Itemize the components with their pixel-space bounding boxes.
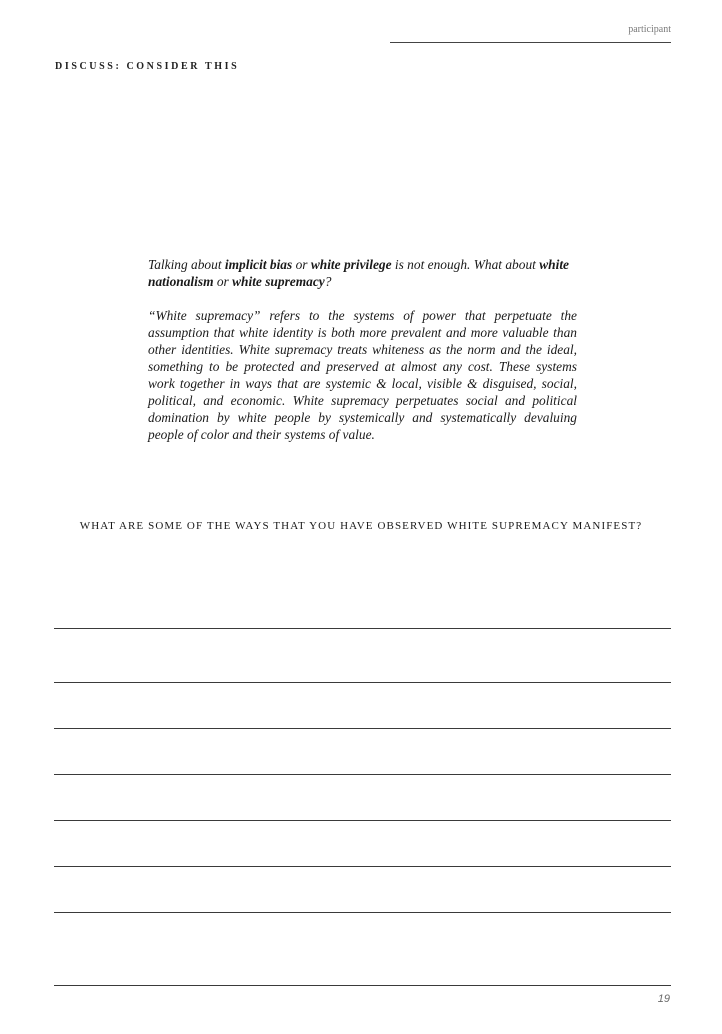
term-implicit-bias: implicit bias: [224, 257, 293, 272]
page-header-label: participant: [628, 24, 671, 35]
intro-text-3: is not enough. What about: [391, 257, 540, 272]
answer-line[interactable]: [54, 985, 671, 986]
answer-line[interactable]: [54, 628, 671, 629]
answer-line[interactable]: [54, 774, 671, 775]
passage-intro: [148, 256, 577, 290]
answer-line[interactable]: [54, 866, 671, 867]
intro-text-5: ?: [324, 274, 332, 289]
header-rule: [390, 42, 671, 43]
intro-text-1: Talking about: [148, 257, 225, 272]
intro-text-2: or: [292, 257, 311, 272]
answer-line[interactable]: [54, 682, 671, 683]
passage-body: “White supremacy” refers to the systems of power that perpetuate the assumption that white identity is both more prevalent and more valuable than other identities. White supremacy treats whiteness as the norm and the ideal, something to be protected and preserved at almost any cost. These systems work together in ways that are systemic & local, visible & disguised, social, political, and economic. White supremacy perpetuates social and political domination by white people by systemically and systematically devaluing people of color and their systems of value.: [148, 308, 577, 442]
answer-line[interactable]: [54, 912, 671, 913]
answer-line[interactable]: [54, 728, 671, 729]
page-number: 19: [657, 993, 670, 1005]
answer-line[interactable]: [54, 820, 671, 821]
term-white-nationalism: white nationalism: [148, 257, 569, 289]
intro-text-4: or: [213, 274, 233, 289]
section-heading: DISCUSS: CONSIDER THIS: [55, 61, 240, 72]
discussion-passage: [148, 256, 577, 443]
discussion-question: WHAT ARE SOME OF THE WAYS THAT YOU HAVE OBSERVED WHITE SUPREMACY MANIFEST?: [79, 520, 643, 532]
term-white-privilege: white privilege: [310, 257, 392, 272]
term-white-supremacy: white supremacy: [232, 274, 325, 289]
